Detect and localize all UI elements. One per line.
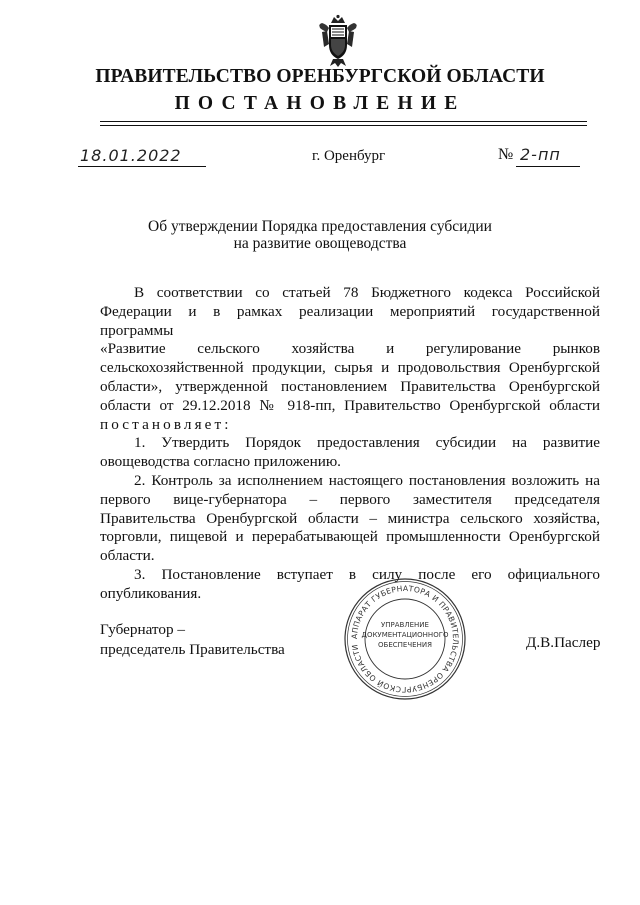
document-number: 2-пп — [520, 145, 561, 164]
text-line: первого вице-губернатора – первого заместителя председателя — [100, 490, 600, 508]
text-line: В соответствии со статьей 78 Бюджетного кодекса Российской — [134, 284, 600, 301]
date-underline — [78, 166, 206, 167]
coat-of-arms-icon — [316, 14, 360, 68]
text-line: области от 29.12.2018 № 918-пп, Правительство Оренбургской области — [100, 396, 600, 414]
text-line: Правительства Оренбургской области – министра сельского хозяйства, — [100, 509, 600, 527]
text-line: сельскохозяйственной продукции, сырья и продовольствия Оренбургской — [100, 359, 600, 377]
signatory-position — [100, 620, 285, 660]
text-line: 2. Контроль за исполнением настоящего постановления возложить на — [134, 471, 600, 489]
text-line: области», утвержденной постановлением Правительства Оренбургской — [100, 377, 600, 395]
header-divider — [100, 121, 587, 122]
text-line: 1. Утвердить Порядок предоставления субсидии на развитие — [134, 434, 600, 452]
text-line: опубликования. — [100, 584, 202, 602]
position-line: Губернатор – — [100, 621, 185, 638]
text-line: «Развитие сельского хозяйства и регулирование рынков — [100, 340, 600, 358]
text-line: Федерации и в рамках реализации мероприятий государственной программы — [100, 302, 600, 339]
document-type: ПОСТАНОВЛЕНИЕ — [174, 93, 466, 114]
svg-text:АППАРАТ ГУБЕРНАТОРА И ПРАВИТЕЛ — [350, 584, 460, 694]
text-line: области. — [100, 547, 155, 565]
text-line: торговли, пищевой и перерабатывающей промышленности Оренбургской — [100, 528, 600, 546]
stamp-line: УПРАВЛЕНИЕ — [381, 621, 429, 629]
number-label: № — [498, 146, 514, 163]
stamp-line: ДОКУМЕНТАЦИОННОГО — [361, 631, 449, 639]
document-title — [0, 218, 640, 252]
title-line: Об утверждении Порядка предоставления субсидии — [148, 218, 492, 235]
document-date: 18.01.2022 — [80, 146, 182, 165]
stamp-ring-text: АППАРАТ ГУБЕРНАТОРА И ПРАВИТЕЛЬСТВА ОРЕНБУРГСКОЙ ОБЛАСТИ — [349, 583, 461, 695]
title-line: на развитие овощеводства — [233, 235, 407, 252]
resolves-word: постановляет: — [100, 415, 232, 433]
number-underline — [516, 166, 580, 167]
city: г. Оренбург — [312, 148, 386, 164]
government-name: ПРАВИТЕЛЬСТВО ОРЕНБУРГСКОЙ ОБЛАСТИ — [95, 66, 545, 87]
official-stamp — [343, 577, 467, 701]
body-text — [100, 284, 600, 604]
header-divider — [100, 125, 587, 126]
text-line: овощеводства согласно приложению. — [100, 453, 341, 471]
signatory-name: Д.В.Паслер — [526, 634, 601, 651]
stamp-line: ОБЕСПЕЧЕНИЯ — [378, 641, 432, 649]
position-line: председатель Правительства — [100, 641, 285, 658]
text-line: 3. Постановление вступает в силу после его официального — [134, 565, 600, 583]
